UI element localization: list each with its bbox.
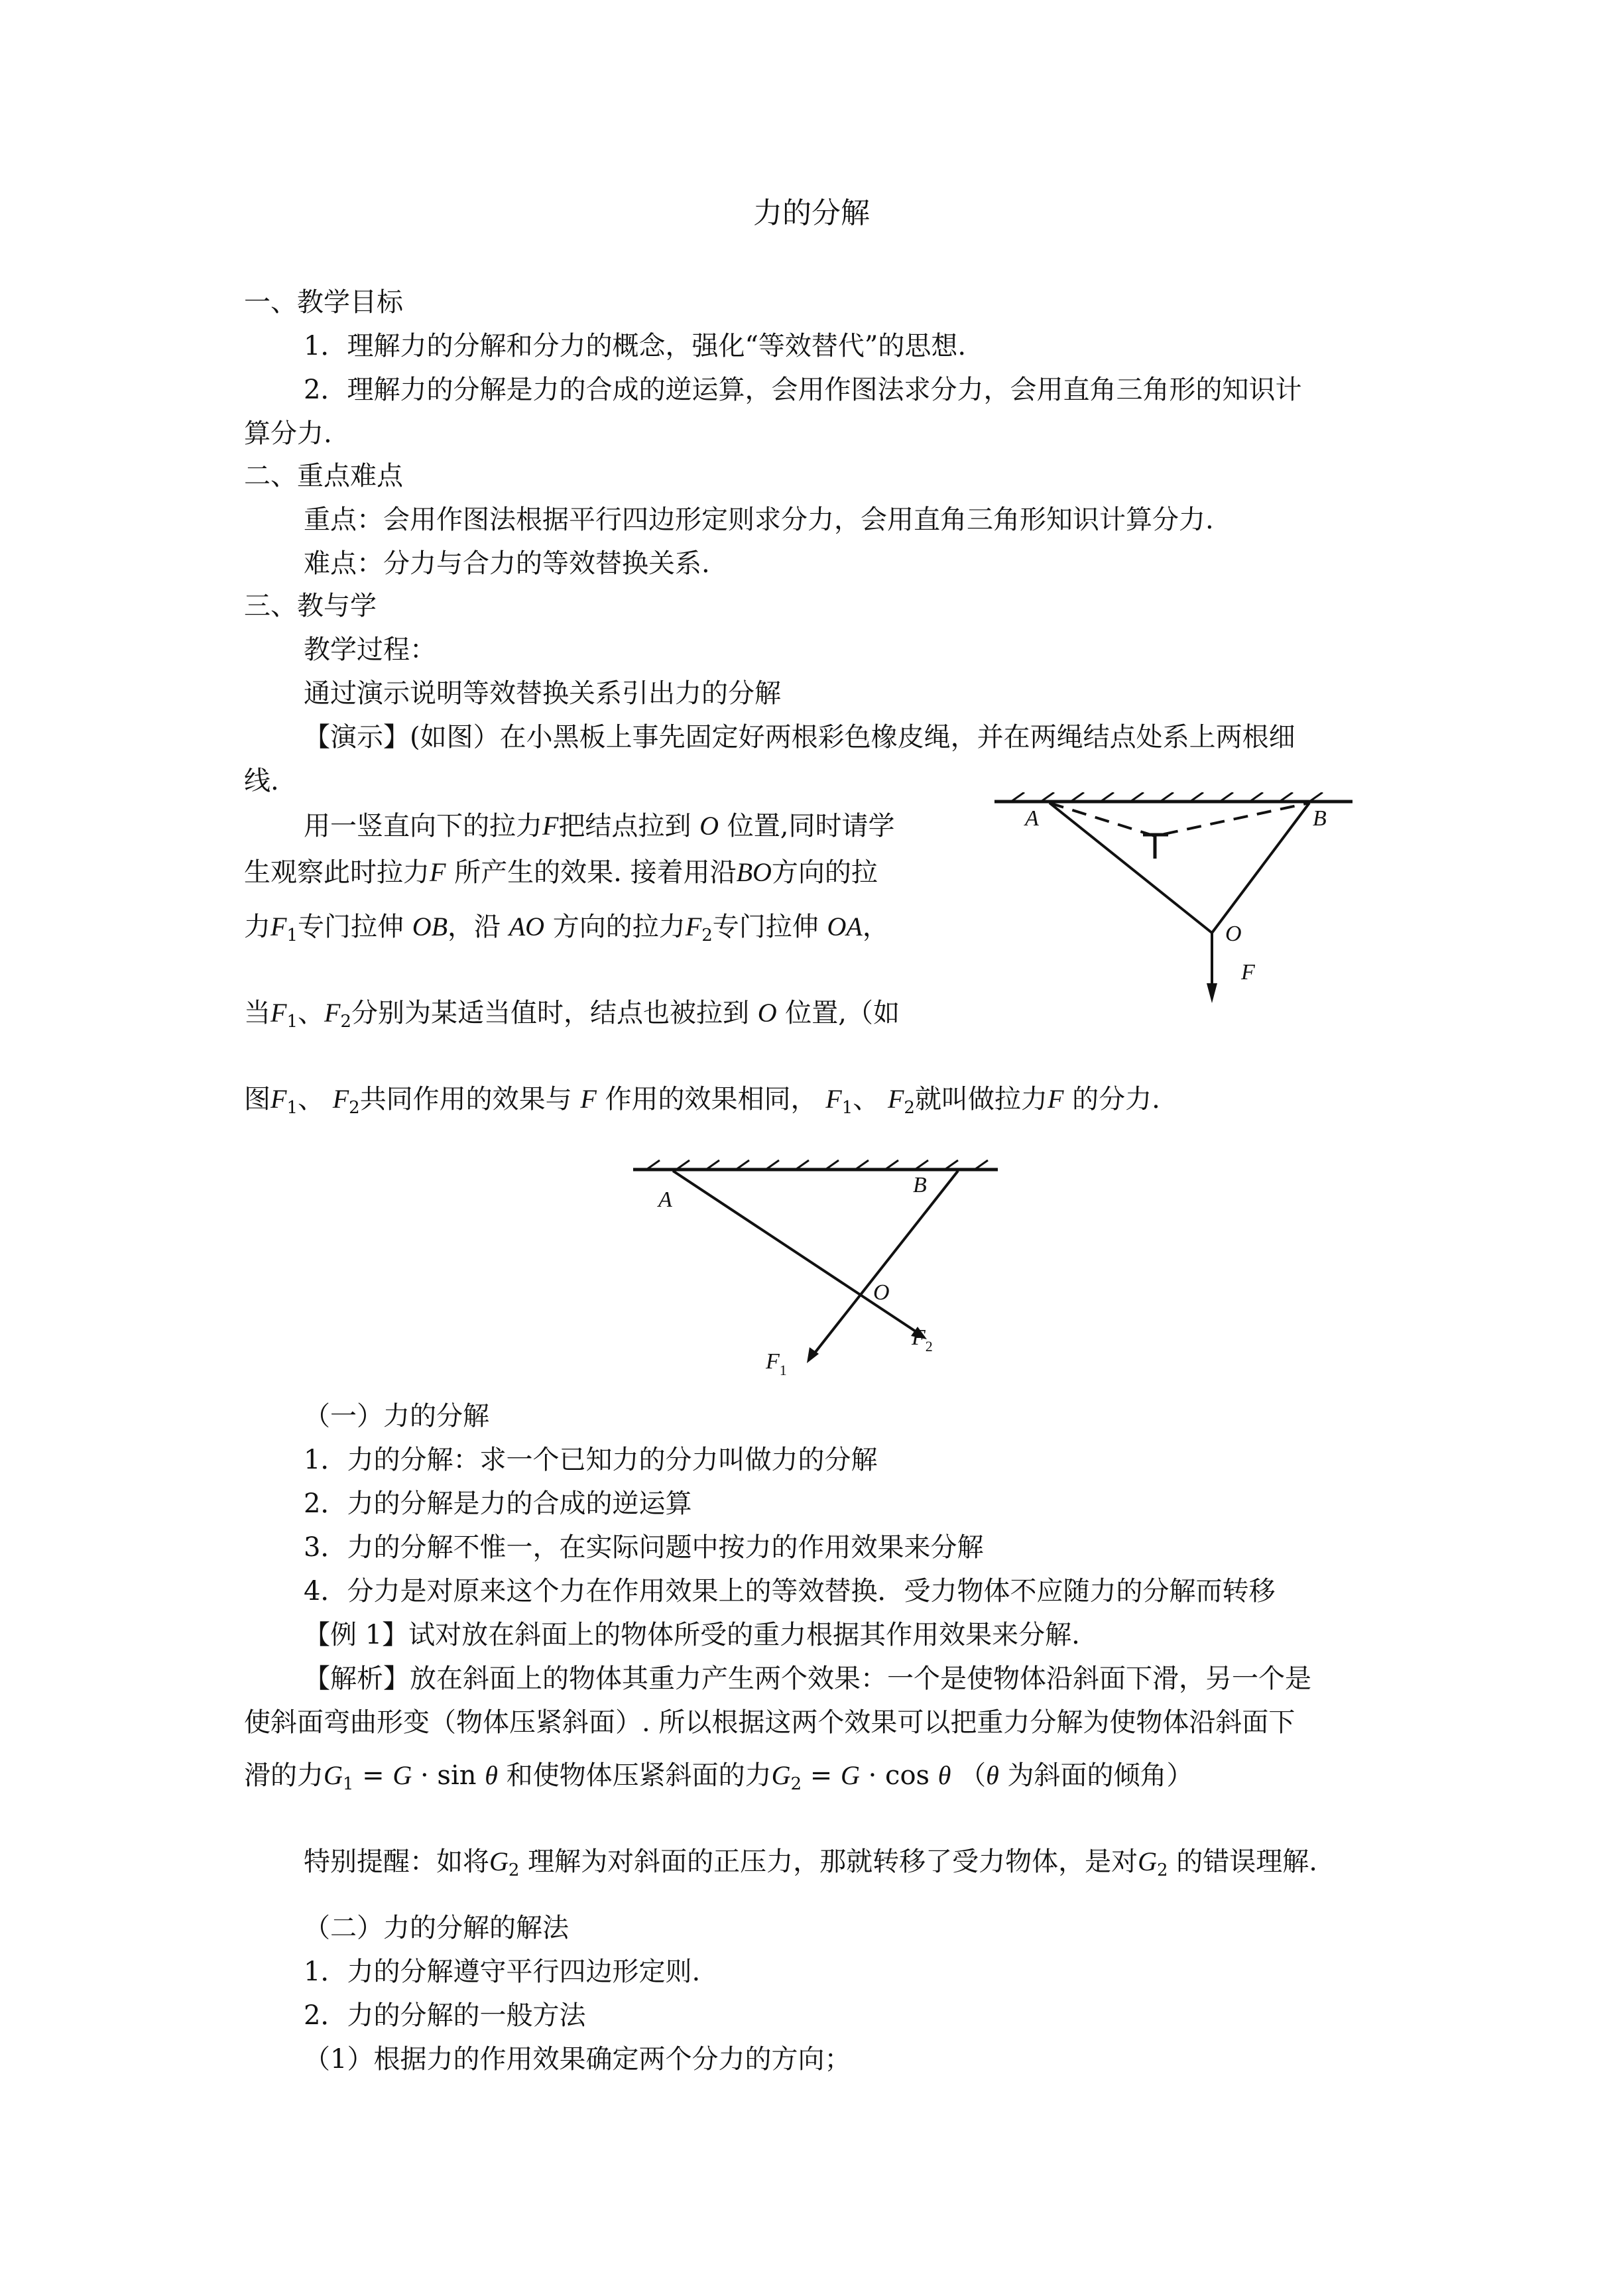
point-A-label: A bbox=[658, 1187, 672, 1212]
point-O-label: O bbox=[1225, 922, 1242, 946]
special-reminder: 特别提醒：如将$G_2$ 理解为对斜面的正压力，那就转移了受力物体，是对$G_2$ 的错误理解. bbox=[304, 1846, 1318, 1880]
objective-1: 1．理解力的分解和分力的概念，强化“等效替代”的思想. bbox=[304, 331, 967, 361]
demo-paragraph-line-1: 用一竖直向下的拉力F把结点拉到 O 位置,同时请学 bbox=[304, 811, 895, 841]
teaching-process-label: 教学过程： bbox=[304, 634, 436, 665]
teaching-intro: 通过演示说明等效替换关系引出力的分解 bbox=[304, 678, 781, 709]
knot-marker bbox=[1143, 835, 1168, 859]
part-1-item-4: 4．分力是对原来这个力在作用效果上的等效替换．受力物体不应随力的分解而转移 bbox=[304, 1576, 1276, 1606]
demo-line-2: 线. bbox=[244, 766, 279, 796]
part-1-item-1: 1．力的分解：求一个已知力的分力叫做力的分解 bbox=[304, 1445, 878, 1475]
section-heading-key-points: 二、重点难点 bbox=[244, 461, 403, 491]
difficult-point: 难点：分力与合力的等效替换关系. bbox=[304, 548, 710, 579]
objective-2-line-2: 算分力. bbox=[244, 418, 332, 449]
line-B-F1 bbox=[811, 1171, 958, 1358]
key-point: 重点：会用作图法根据平行四边形定则求分力，会用直角三角形知识计算分力. bbox=[304, 505, 1214, 535]
demo-paragraph-line-2: 生观察此时拉力F 所产生的效果. 接着用沿BO方向的拉 bbox=[244, 857, 878, 888]
force-F-arrowhead bbox=[1207, 983, 1217, 1003]
part-2-item-3: （1）根据力的作用效果确定两个分力的方向； bbox=[304, 2044, 851, 2075]
force-F-label: F bbox=[1241, 960, 1255, 985]
section-heading-teaching: 三、教与学 bbox=[244, 591, 377, 621]
part-1-heading: （一）力的分解 bbox=[304, 1401, 489, 1431]
demo-line-1: 【演示】(如图）在小黑板上事先固定好两根彩色橡皮绳，并在两绳结点处系上两根细 bbox=[304, 722, 1295, 753]
section-heading-objectives: 一、教学目标 bbox=[244, 287, 403, 318]
point-B-label: B bbox=[913, 1173, 927, 1197]
part-1-item-2: 2．力的分解是力的合成的逆运算 bbox=[304, 1488, 692, 1519]
string-A-O bbox=[1050, 803, 1212, 933]
page-title: 力的分解 bbox=[753, 196, 870, 230]
part-1-item-3: 3．力的分解不惟一，在实际问题中按力的作用效果来分解 bbox=[304, 1532, 984, 1563]
demo-paragraph-line-5: 图$F_1$、 $F_2$共同作用的效果与 F 作用的效果相同， $F_1$、 $F_2$就叫做拉力F 的分力. bbox=[244, 1084, 1160, 1118]
example-1: 【例 1】试对放在斜面上的物体所受的重力根据其作用效果来分解. bbox=[304, 1620, 1080, 1650]
string-B-O bbox=[1212, 803, 1309, 933]
point-A-label: A bbox=[1025, 806, 1039, 831]
figure-force-components bbox=[627, 1147, 1011, 1386]
rubber-bands-unstretched bbox=[1050, 803, 1309, 836]
analysis-line-1: 【解析】放在斜面上的物体其重力产生两个效果：一个是使物体沿斜面下滑，另一个是 bbox=[304, 1663, 1311, 1694]
point-O-label: O bbox=[873, 1280, 890, 1305]
figure-knot-pulled-down bbox=[981, 792, 1359, 1011]
part-2-heading: （二）力的分解的解法 bbox=[304, 1913, 569, 1943]
force-F2-label: $F_2$ bbox=[912, 1325, 933, 1355]
line-A-F2 bbox=[673, 1171, 922, 1335]
demo-paragraph-line-4: 当$F_1$、$F_2$分别为某适当值时，结点也被拉到 O 位置,（如 bbox=[244, 998, 900, 1032]
objective-2-line-1: 2．理解力的分解是力的合成的逆运算，会用作图法求分力，会用直角三角形的知识计 bbox=[304, 375, 1302, 405]
demo-paragraph-line-3: 力$F_1$专门拉伸 OB，沿 AO 方向的拉力$F_2$专门拉伸 OA， bbox=[244, 912, 889, 945]
analysis-line-2: 使斜面弯曲形变（物体压紧斜面）. 所以根据这两个效果可以把重力分解为使物体沿斜面下 bbox=[244, 1707, 1295, 1738]
part-2-item-1: 1．力的分解遵守平行四边形定则. bbox=[304, 1957, 701, 1987]
part-2-item-2: 2．力的分解的一般方法 bbox=[304, 2000, 586, 2031]
force-F1-label: $F_1$ bbox=[766, 1349, 787, 1378]
analysis-formula-line: 滑的力$G_1 = G \cdot \sin \theta$ 和使物体压紧斜面的力$G_2 = G \cdot \cos \theta$ （θ 为斜面的倾角） bbox=[244, 1760, 1193, 1794]
point-B-label: B bbox=[1313, 806, 1327, 831]
